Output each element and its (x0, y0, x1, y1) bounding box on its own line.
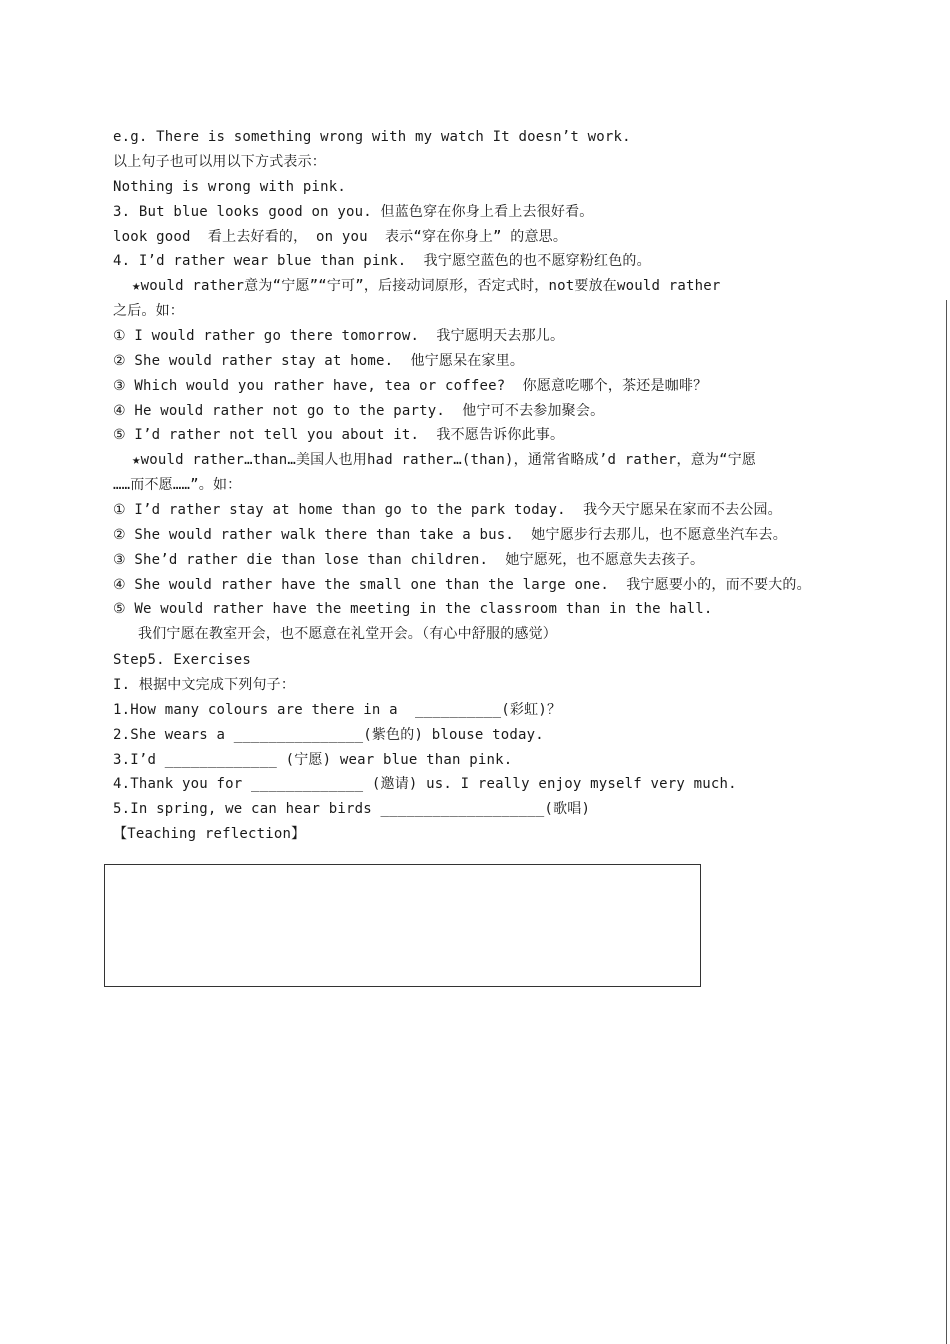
section-heading: 【Teaching reflection】 (113, 826, 306, 842)
example-item: ① I would rather go there tomorrow. 我宁愿明天去那儿。 (113, 328, 565, 344)
margin-rule (946, 300, 947, 1344)
text-line: 之后。如： (113, 303, 184, 319)
text-line: 我们宁愿在教室开会，也不愿意在礼堂开会。（有心中舒服的感觉） (138, 626, 557, 642)
exercise-item: 1.How many colours are there in a __________(彩虹)？ (113, 702, 562, 718)
example-item: ① I’d rather stay at home than go to the park today. 我今天宁愿呆在家而不去公园。 (113, 502, 782, 518)
example-item: ② She would rather stay at home. 他宁愿呆在家里。 (113, 353, 525, 369)
text-line: ★would rather…than…美国人也用had rather…(than)，通常省略成’d rather，意为“宁愿 (132, 452, 757, 468)
exercise-instruction: I. 根据中文完成下列句子： (113, 677, 296, 693)
exercise-item: 4.Thank you for _____________ (邀请) us. I really enjoy myself very much. (113, 776, 737, 792)
example-item: ② She would rather walk there than take a bus. 她宁愿步行去那儿，也不愿意坐汽车去。 (113, 527, 787, 543)
exercise-item: 2.She wears a _______________(紫色的) blouse today. (113, 727, 544, 743)
text-line: ……而不愿……”。如： (113, 477, 242, 493)
section-heading: Step5. Exercises (113, 652, 252, 668)
text-line: e.g. There is something wrong with my watch It doesn’t work. (113, 129, 631, 145)
example-item: ③ Which would you rather have, tea or coffee? 你愿意吃哪个，茶还是咖啡？ (113, 378, 708, 394)
example-item: ④ He would rather not go to the party. 他宁可不去参加聚会。 (113, 403, 605, 419)
example-item: ⑤ We would rather have the meeting in the classroom than in the hall. (113, 601, 713, 617)
example-item: ③ She’d rather die than lose than children. 她宁愿死，也不愿意失去孩子。 (113, 552, 705, 568)
example-item: ⑤ I’d rather not tell you about it. 我不愿告诉你此事。 (113, 427, 565, 443)
text-line: ★would rather意为“宁愿”“宁可”，后接动词原形，否定式时，not要放在would rather (132, 278, 721, 294)
text-line: 4. I’d rather wear blue than pink. 我宁愿空蓝色的也不愿穿粉红色的。 (113, 253, 651, 269)
reflection-box (104, 864, 701, 987)
exercise-item: 3.I’d _____________ (宁愿) wear blue than pink. (113, 752, 513, 768)
text-line: 3. But blue looks good on you. 但蓝色穿在你身上看上去很好看。 (113, 204, 594, 220)
example-item: ④ She would rather have the small one than the large one. 我宁愿要小的，而不要大的。 (113, 577, 811, 593)
text-line: look good 看上去好看的， on you 表示“穿在你身上” 的意思。 (113, 229, 568, 245)
exercise-item: 5.In spring, we can hear birds ___________________(歌唱) (113, 801, 591, 817)
text-line: Nothing is wrong with pink. (113, 179, 346, 195)
text-line: 以上句子也可以用以下方式表示： (113, 154, 326, 170)
